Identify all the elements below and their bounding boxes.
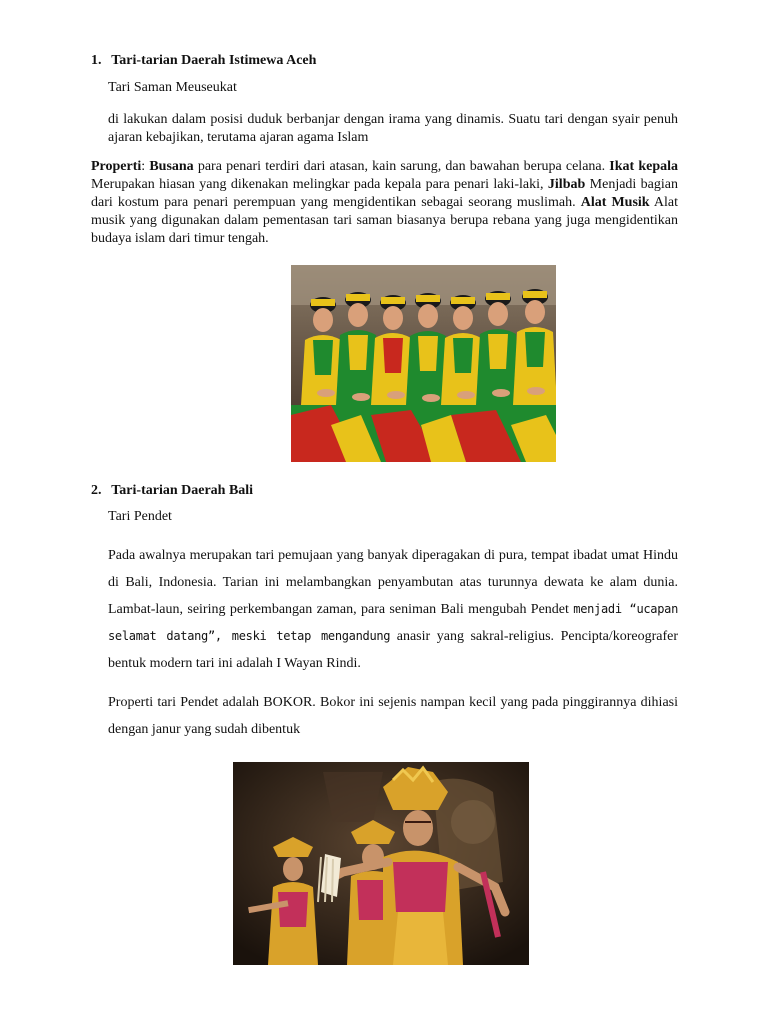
section-2-dance-name: Tari Pendet bbox=[108, 509, 172, 524]
section-1-description: di lakukan dalam posisi duduk berbanjar dengan irama yang dinamis. Suatu tari dengan syair penuh ajaran kebajikan, terutama ajaran agama Islam bbox=[108, 112, 678, 145]
jilbab-text: Menjadi bagian dari kostum para penari perempuan yang mengidentikan sebagai seorang muslimah. bbox=[91, 177, 678, 210]
ikat-kepala-text: Merupakan hiasan yang dikenakan melingkar pada kepala para penari laki-laki, bbox=[91, 177, 548, 192]
section-2-heading bbox=[91, 483, 253, 499]
section-2-number: 2. bbox=[91, 483, 102, 498]
section-1-number: 1. bbox=[91, 53, 102, 68]
saman-dance-illustration bbox=[291, 265, 556, 462]
section-2-properties: Properti tari Pendet adalah BOKOR. Bokor ini sejenis nampan kecil yang pada pinggirannya dihiasi dengan janur yang sudah dibentuk bbox=[108, 695, 678, 737]
section-1-dance-name: Tari Saman Meuseukat bbox=[108, 80, 237, 95]
section-2-title: Tari-tarian Daerah Bali bbox=[111, 483, 254, 498]
pendet-dance-photo bbox=[233, 762, 529, 965]
busana-label: Busana bbox=[149, 159, 194, 174]
jilbab-label: Jilbab bbox=[547, 177, 586, 192]
section-2-description-part1: Pada awalnya merupakan tari pemujaan yang banyak diperagakan di pura, tempat ibadat umat Hindu di Bali, Indonesia. Tarian ini melambangkan penyambutan atas turunnya dewata ke alam dunia. Lambat-laun, seiring perkembangan zaman, para seniman Bali mengubah Pendet bbox=[108, 548, 678, 617]
saman-dance-photo bbox=[291, 265, 556, 462]
pendet-dance-illustration bbox=[233, 762, 529, 965]
section-2-description bbox=[108, 542, 678, 677]
alat-musik-label: Alat Musik bbox=[580, 195, 650, 210]
section-1-properties bbox=[91, 158, 678, 248]
ikat-kepala-label: Ikat kepala bbox=[609, 159, 679, 174]
alat-musik-text: Alat musik yang digunakan dalam pementasan tari saman biasanya berupa rebana yang juga mengidentikan budaya islam dari timur tengah. bbox=[91, 195, 678, 246]
properties-colon: : bbox=[141, 159, 150, 174]
properties-label: Properti bbox=[91, 159, 142, 174]
section-2-description-part3: anasir yang sakral-religius. Pencipta/koreografer bentuk modern tari ini adalah I Wayan Rindi. bbox=[108, 629, 678, 671]
section-1-heading bbox=[91, 53, 316, 69]
section-2-description-part2: menjadi “ucapan selamat datang”, meski tetap mengandung bbox=[108, 602, 678, 643]
busana-text: para penari terdiri dari atasan, kain sarung, dan bawahan berupa celana. bbox=[193, 159, 610, 174]
section-1-title: Tari-tarian Daerah Istimewa Aceh bbox=[111, 53, 317, 68]
